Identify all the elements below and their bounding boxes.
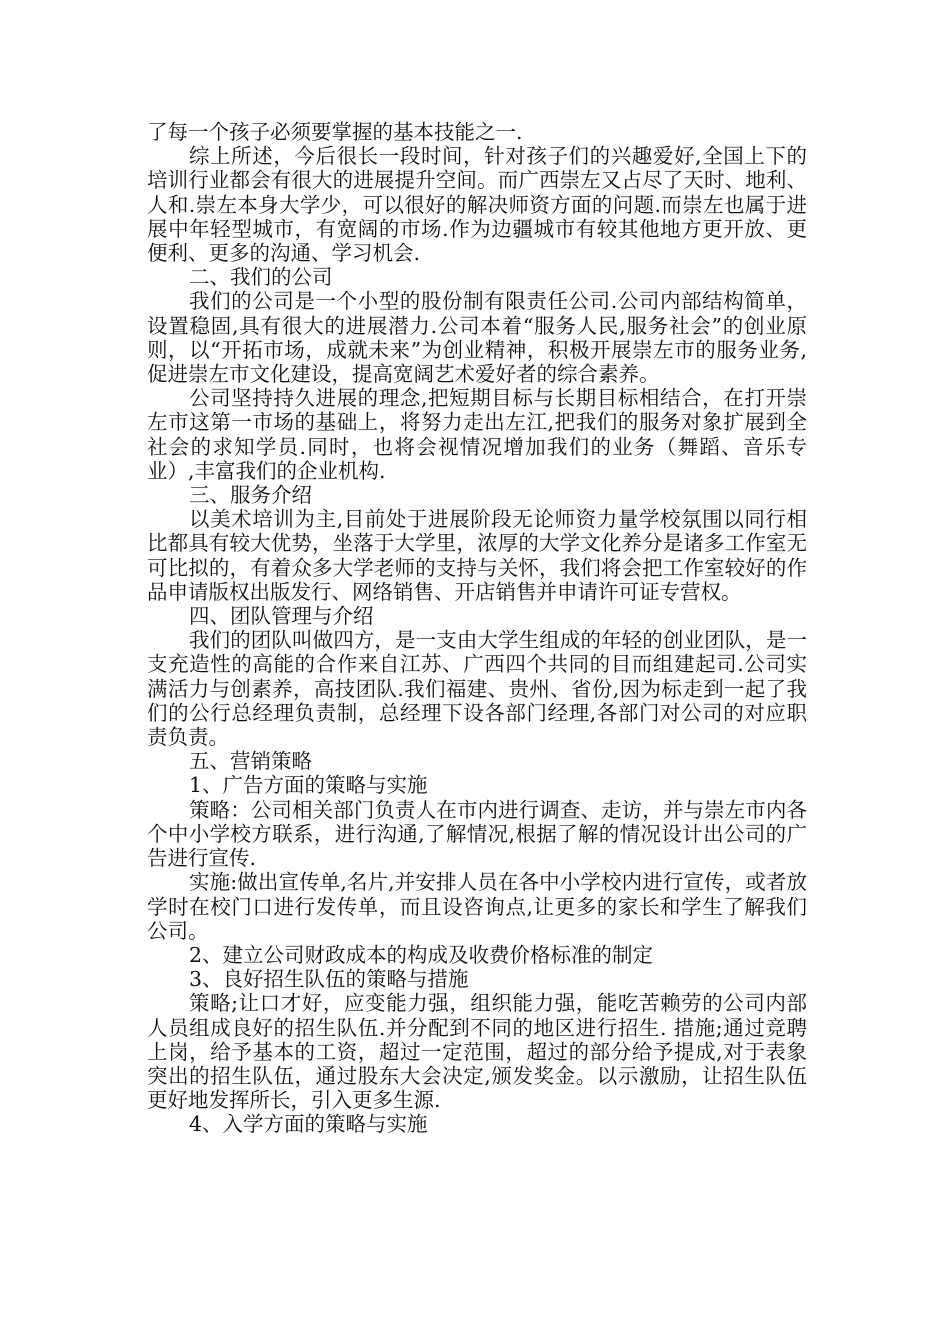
section-heading-team: 四、团队管理与介绍 [189,604,374,629]
subheading-advertising: 1、广告方面的策略与实施 [189,773,428,798]
paragraph-recruitment-strategy: 策略;让口才好，应变能力强，组织能力强，能吃苦赖劳的公司内部人员组成良好的招生队伍.并分配到不同的地区进行招生. 措施;通过竞聘上岗，给予基本的工资，超过一定范围，超过的部分给予提成,对于表象突出的招生队伍，通过股东大会决定,颁发奖金。以示激励，让招生队伍更好地发挥所长，引入更多生源. [147,991,807,1113]
paragraph-services: 以美术培训为主,目前处于进展阶段无论师资力量学校氛围以同行相比都具有较大优势，坐落于大学里，浓厚的大学文化养分是诸多工作室无可比拟的，有着众多大学老师的支持与关怀，我们将会把工作室较好的作品申请版权出版发行、网络销售、开店销售并申请许可证专营权。 [147,507,807,604]
subheading-enrollment: 4、入学方面的策略与实施 [189,1112,428,1137]
paragraph-team: 我们的团队叫做四方，是一支由大学生组成的年轻的创业团队，是一支充造性的高能的合作来自江苏、广西四个共同的目而组建起司.公司实满活力与创素养，高技团队.我们福建、贵州、省份,因为标走到一起了我们的公行总经理负责制，总经理下设各部门经理,各部门对公司的对应职责负责。 [147,628,807,750]
paragraph-company-intro: 我们的公司是一个小型的股份制有限责任公司.公司内部结构简单，设置稳固,具有很大的进展潜力.公司本着“服务人民,服务社会”的创业原则，以“开拓市场，成就未来”为创业精神，积极开展崇左市的服务业务,促进崇左市文化建设，提高宽阔艺术爱好者的综合素养。 [147,289,807,387]
section-heading-marketing: 五、营销策略 [189,749,312,774]
paragraph-summary: 综上所述，今后很长一段时间，针对孩子们的兴趣爱好,全国上下的培训行业都会有很大的进展提升空间。而广西崇左又占尽了天时、地利、人和.崇左本身大学少，可以很好的解决师资方面的问题.而崇左也属于进展中年轻型城市，有宽阔的市场.作为边疆城市有较其他地方更开放、更便利、更多的沟通、学习机会. [147,144,807,266]
section-heading-services: 三、服务介绍 [189,483,312,508]
subheading-finance: 2、建立公司财政成本的构成及收费价格标准的制定 [189,942,654,967]
paragraph-continuation: 了每一个孩子必须要掌握的基本技能之一. [147,120,523,144]
document-body [147,120,807,1137]
subheading-recruitment: 3、良好招生队伍的策略与措施 [189,967,469,992]
paragraph-advertising-strategy: 策略：公司相关部门负责人在市内进行调查、走访，并与崇左市内各个中小学校方联系，进行沟通,了解情况,根据了解的情况设计出公司的广告进行宣传. [147,797,807,871]
section-heading-company: 二、我们的公司 [189,265,333,290]
paragraph-company-strategy: 公司坚持持久进展的理念,把短期目标与长期目标相结合，在打开崇左市这第一市场的基础上，将努力走出左江,把我们的服务对象扩展到全社会的求知学员.同时，也将会视情况增加我们的业务（舞蹈、音乐专业）,丰富我们的企业机构. [147,386,807,483]
paragraph-advertising-implementation: 实施:做出宣传单,名片,并安排人员在各中小学校内进行宣传，或者放学时在校门口进行发传单，而且设咨询点,让更多的家长和学生了解我们公司。 [147,870,807,943]
